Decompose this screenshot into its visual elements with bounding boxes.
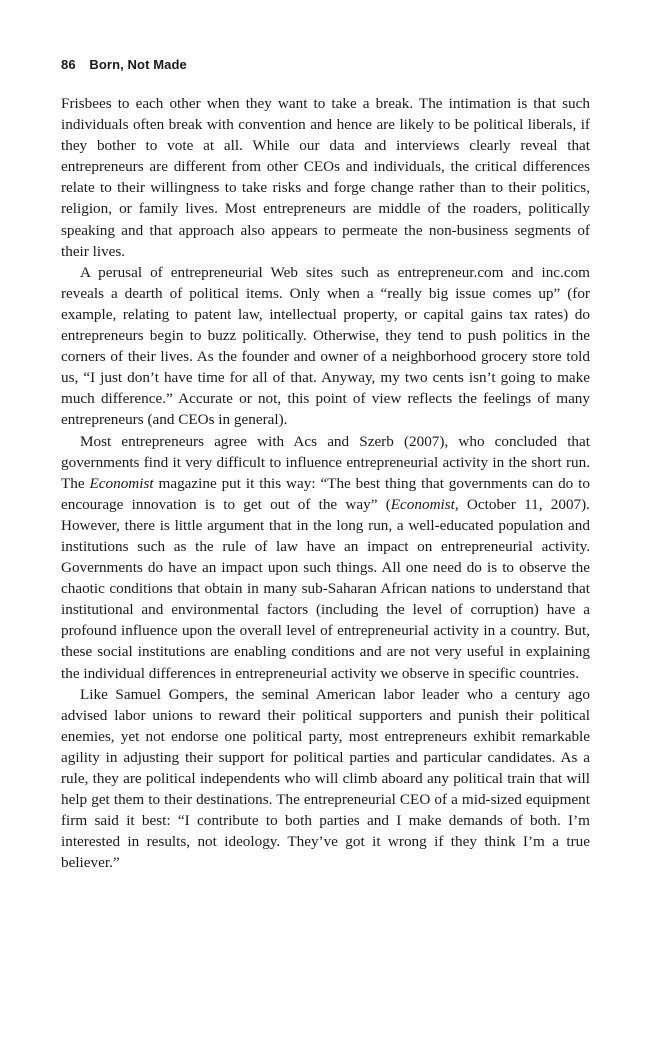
paragraph-2-text: A perusal of entrepreneurial Web sites such as entrepreneur.com and inc.com reveals a dearth of political items. Only when a “really big issue comes up” (for example, relating to patent law, intellectual property, or capital gains tax rates) do entrepreneurs begin to buzz politically. Otherwise, they tend to push politics in the corners of their lives. As the founder and owner of a neighborhood grocery store told us, “I just don’t have time for all of that. Anyway, my two cents isn’t going to make much difference.” Accurate or not, this point of view reflects the feelings of many entrepreneurs (and CEOs in general).	[61, 263, 590, 429]
page-number: 86	[61, 57, 76, 72]
paragraph-3-italic-economist-2: Economist	[390, 495, 455, 513]
paragraph-4-text: Like Samuel Gompers, the seminal American labor leader who a century ago advised labor unions to reward their political supporters and punish their political enemies, yet not endorse one political party, most entrepreneurs exhibit remarkable agility in adjusting their support for political parties and particular candidates. As a rule, they are political independents who will climb aboard any political train that will help get them to their destinations. The entrepreneurial CEO of a mid-sized equipment firm said it best: “I contribute to both parties and I make demands of both. I’m interested in results, not ideology. They’ve got it wrong if they think I’m a true believer.”	[61, 685, 590, 872]
paragraph-1	[61, 93, 590, 262]
body-text	[61, 93, 590, 873]
book-page	[61, 56, 590, 873]
paragraph-1-text: Frisbees to each other when they want to take a break. The intimation is that such individuals often break with convention and hence are likely to be political liberals, if they bother to vote at all. While our data and interviews clearly reveal that entrepreneurs are different from other CEOs and individuals, the critical differences relate to their willingness to take risks and forge change rather than to their politics, religion, or family lives. Most entrepreneurs are middle of the roaders, politically speaking and that approach also appears to permeate the non-business segments of their lives.	[61, 95, 590, 260]
paragraph-3-text-c: , October 11, 2007). However, there is little argument that in the long run, a well-educated population and institutions such as the rule of law have an impact on entrepreneurial activity. Governments do have an impact upon such things. All one need do is to observe the chaotic conditions that obtain in many sub-Saharan African nations to understand that institutional and environmental factors (including the level of corruption) have a profound influence upon the overall level of entrepreneurial activity in a country. But, these social institutions are enabling conditions and are not very useful in explaining the individual differences in entrepreneurial activity we observe in specific countries.	[61, 495, 590, 682]
running-head	[61, 56, 590, 74]
paragraph-2	[61, 262, 590, 431]
paragraph-3-text-a: Most entrepreneurs agree with Acs and Szerb (2007), who concluded that governments find it very difficult to influence entrepreneurial activity in the short run. The	[61, 432, 590, 492]
paragraph-3-text-b: magazine put it this way: “The best thing that governments can do to encourage innovation is to get out of the way” (	[61, 474, 590, 513]
paragraph-4	[61, 684, 590, 874]
paragraph-3-italic-economist-1: Economist	[89, 474, 154, 492]
book-title: Born, Not Made	[89, 57, 187, 72]
paragraph-3	[61, 431, 590, 684]
